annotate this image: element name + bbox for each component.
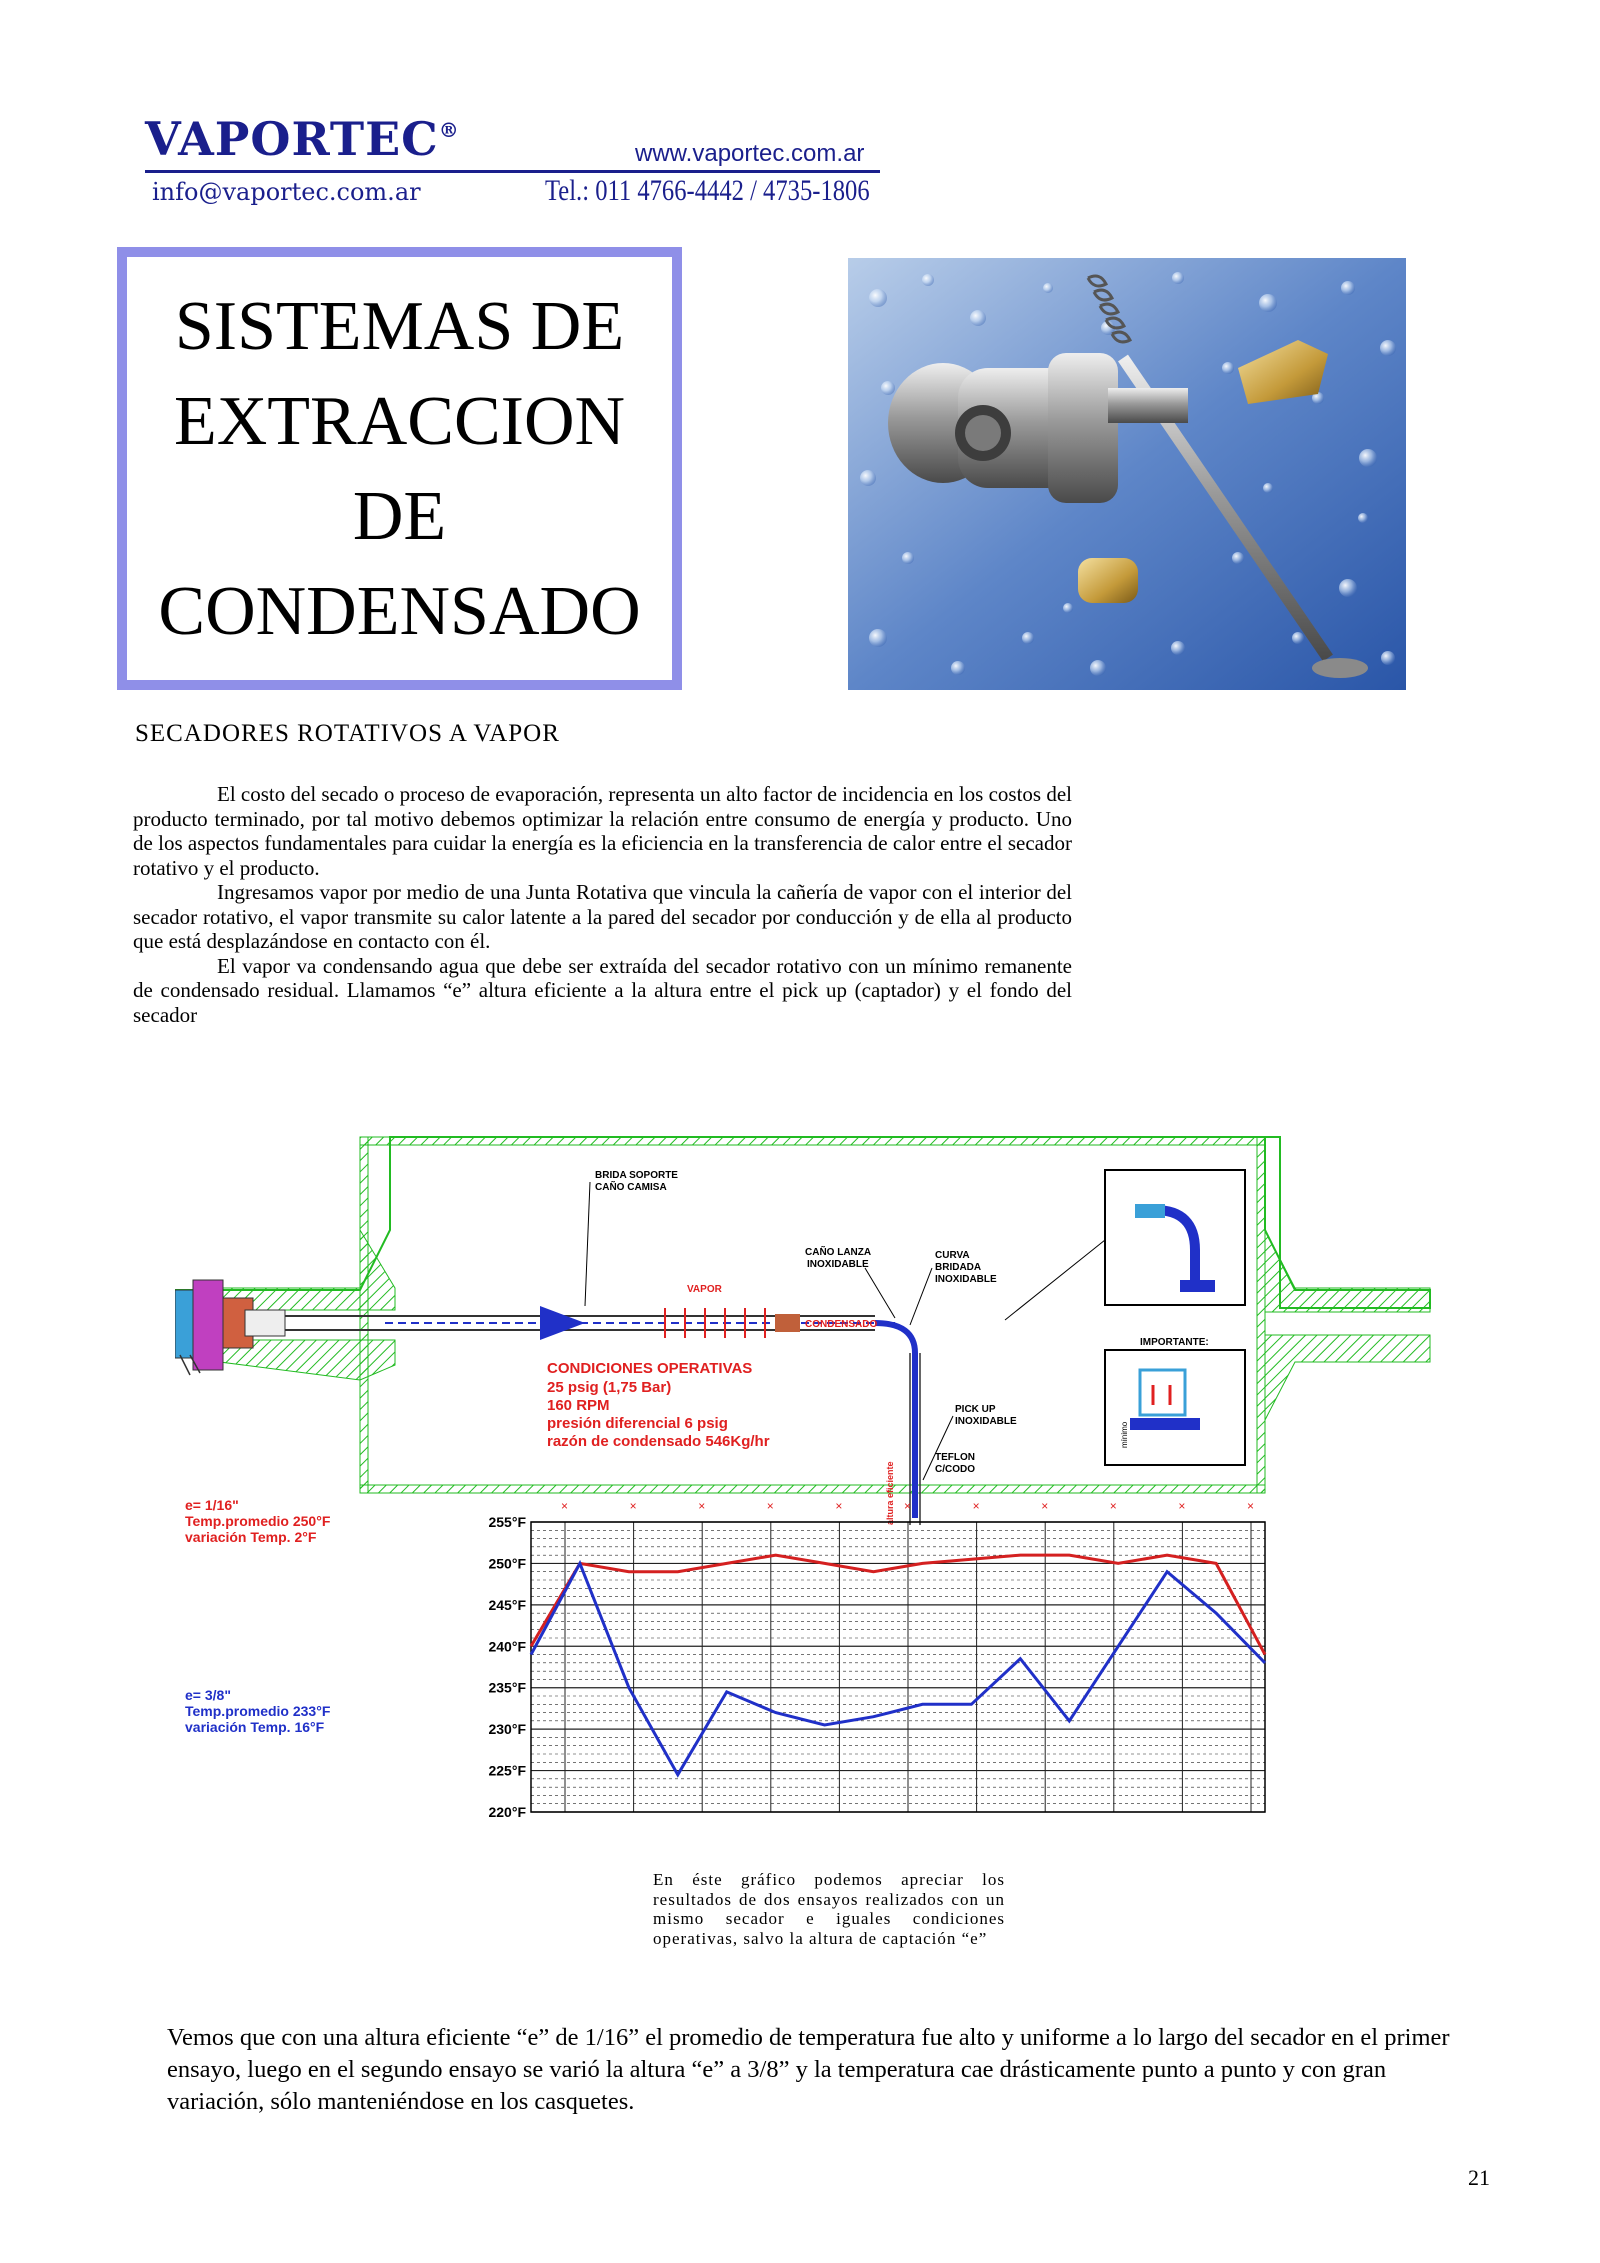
detail-inset-important [1105,1337,1245,1465]
y-tick-label: 250°F [488,1555,526,1572]
y-tick-label: 255°F [488,1514,526,1530]
callout-labels [585,1170,1017,1525]
label-cano-camisa: CAÑO CAMISA [595,1182,667,1193]
legend-blue-e: e= 3/8" [185,1687,231,1703]
intro-paragraph: El vapor va condensando agua que debe ser extraída del secador rotativo con un mínimo remanente de condensado residual. Llamamos “e” altura eficiente a la altura entre el pick up (captador) y el fondo del secador [133,953,1072,1027]
registered-mark: ® [438,118,460,142]
label-cano-lanza: CAÑO LANZA [805,1247,872,1258]
page-title: SISTEMAS DE EXTRACCION DE CONDENSADO [158,287,641,650]
conditions-line: 25 psig (1,75 Bar) [547,1379,672,1396]
conditions-line: presión diferencial 6 psig [547,1415,728,1432]
x-marker: × [629,1499,637,1513]
x-marker: × [1247,1499,1255,1513]
brand-name: VAPORTEC [145,112,439,166]
website-link[interactable]: www.vaportec.com.ar [635,140,865,167]
dryer-diagram [175,1130,1435,1850]
legend-red [185,1497,331,1545]
brand-logo [145,112,460,166]
conditions-line: razón de condensado 546Kg/hr [547,1433,770,1450]
legend-red-var: variación Temp. 2°F [185,1529,317,1545]
operating-conditions [547,1360,770,1450]
label-importante: IMPORTANTE: [1140,1337,1209,1348]
label-teflon: TEFLON [935,1452,975,1463]
label-c-codo: C/CODO [935,1464,975,1475]
plot-frame [531,1522,1265,1812]
label-brida-soporte: BRIDA SOPORTE [595,1170,678,1181]
email-link[interactable]: info@vaportec.com.ar [152,178,421,206]
phone-number: Tel.: 011 4766-4442 / 4735-1806 [545,174,870,207]
detail-inset-curve [1005,1170,1245,1320]
x-marker: × [1041,1499,1049,1513]
label-altura-eficiente: altura eficiente [885,1461,895,1525]
legend-red-avg: Temp.promedio 250°F [185,1513,331,1529]
header-rule [145,170,880,173]
x-markers [561,1499,1254,1513]
x-marker: × [698,1499,706,1513]
x-marker: × [766,1499,774,1513]
x-marker: × [1178,1499,1186,1513]
label-vapor: VAPOR [687,1284,722,1295]
y-tick-label: 240°F [488,1638,526,1655]
legend-blue-var: variación Temp. 16°F [185,1719,325,1735]
chart-caption: En éste gráfico podemos apreciar los resultados de dos ensayos realizados con un mismo secador e iguales condiciones operativas, salvo la altura de captación “e” [653,1870,1005,1948]
label-curva: CURVA [935,1250,970,1261]
hero-illustration [848,258,1406,690]
legend-red-e: e= 1/16" [185,1497,239,1513]
intro-text [133,782,1072,1027]
section-heading: SECADORES ROTATIVOS A VAPOR [135,720,560,747]
y-tick-label: 220°F [488,1804,526,1820]
conclusion-text: Vemos que con una altura eficiente “e” de 1/16” el promedio de temperatura fue alto y uniforme a lo largo del secador en el primer ensayo, luego en el segundo ensayo se varió la altura “e” a 3/8” y la temperatura cae drásticamente punto a punto y con gran variación, sólo manteniéndose en los casquetes. [167,2024,1450,2115]
y-tick-label: 245°F [488,1596,526,1613]
label-minimo: mínimo [1120,1421,1129,1448]
label-pick-up: PICK UP [955,1404,996,1415]
dryer-diagram-svg [175,1130,1435,1850]
label-curva-inox: INOXIDABLE [935,1274,997,1285]
label-pick-up-inox: INOXIDABLE [955,1416,1017,1427]
page-number: 21 [1468,2165,1490,2190]
series-line-blue [531,1563,1265,1774]
conditions-title: CONDICIONES OPERATIVAS [547,1360,753,1377]
x-marker: × [904,1499,912,1513]
label-condensado: CONDENSADO [805,1319,878,1330]
x-marker: × [1109,1499,1117,1513]
legend-blue [185,1687,331,1735]
intro-paragraph: El costo del secado o proceso de evaporación, representa un alto factor de incidencia en los costos del producto terminado, por tal motivo debemos optimizar la relación entre consumo de energía y producto. Uno de los aspectos fundamentales para cuidar la energía es la eficiencia en la transferencia de calor entre el secador rotativo y el producto. [133,782,1072,880]
conditions-line: 160 RPM [547,1397,610,1414]
y-tick-label: 230°F [488,1721,526,1738]
label-bridada: BRIDADA [935,1262,982,1273]
label-cano-lanza-inox: INOXIDABLE [807,1259,869,1270]
temperature-chart [488,1514,1265,1820]
title-box [117,247,682,690]
y-tick-label: 235°F [488,1679,526,1696]
x-marker: × [972,1499,980,1513]
intro-paragraph: Ingresamos vapor por medio de una Junta Rotativa que vincula la cañería de vapor con el interior del secador rotativo, el vapor transmite su calor latente a la pared del secador por conducción y de ella al producto que está desplazándose en contacto con él. [133,880,1072,953]
x-marker: × [835,1499,843,1513]
x-marker: × [561,1499,569,1513]
hero-image [848,258,1406,690]
legend-blue-avg: Temp.promedio 233°F [185,1703,331,1719]
y-tick-label: 225°F [488,1762,526,1779]
